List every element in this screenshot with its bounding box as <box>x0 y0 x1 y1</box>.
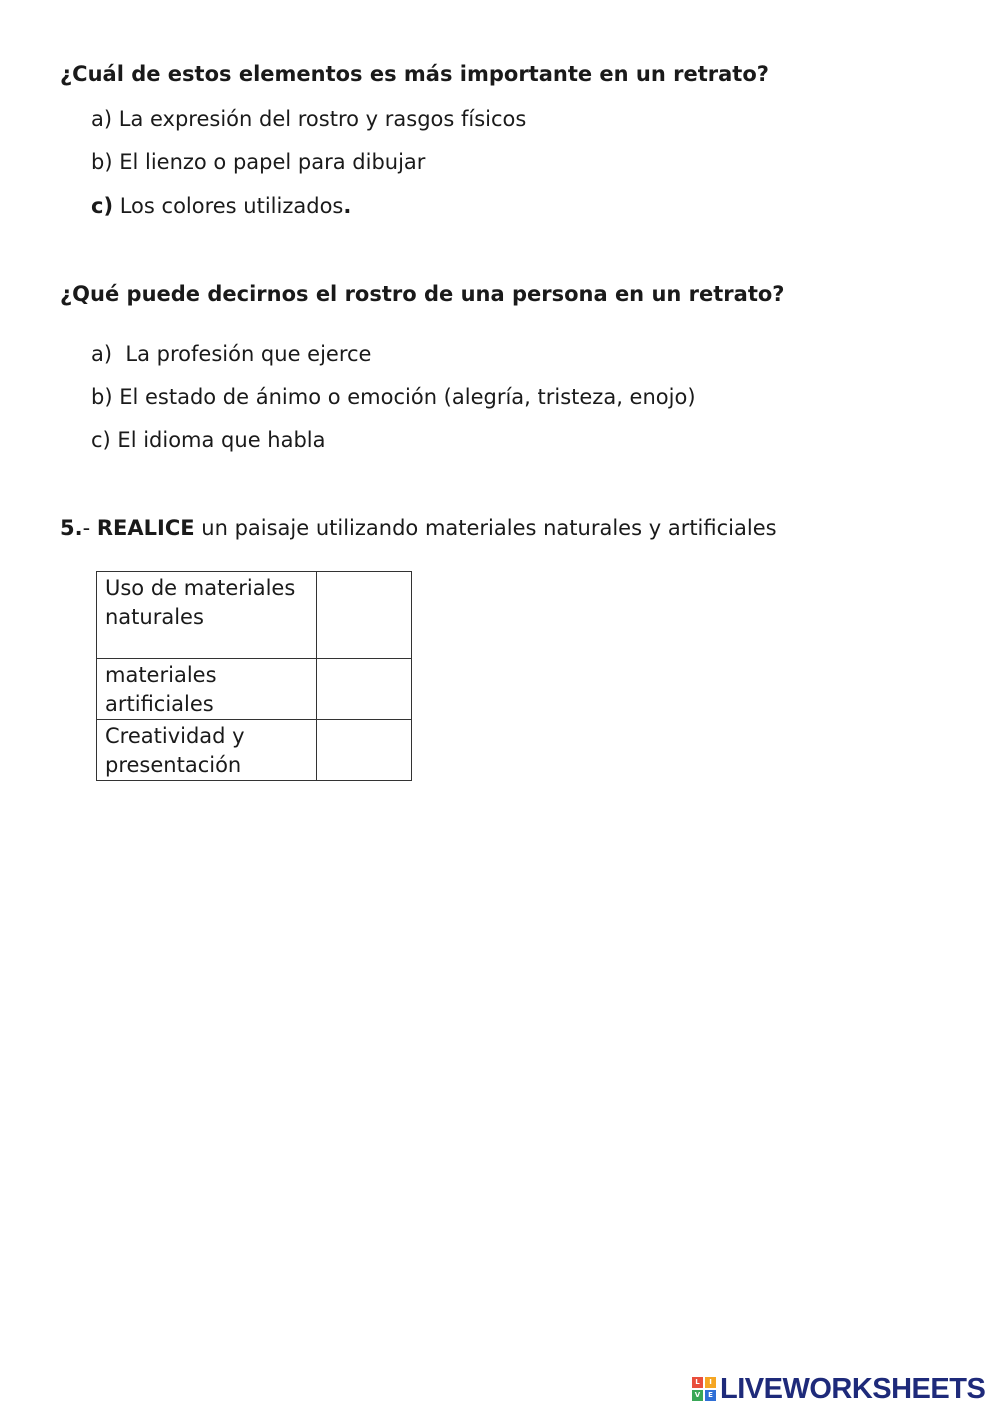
score-cell[interactable] <box>317 572 412 659</box>
option-suffix: . <box>343 194 352 218</box>
criterion-cell: Uso de materiales naturales <box>97 572 317 659</box>
rubric-table <box>96 571 412 781</box>
option-label: c) <box>91 428 111 452</box>
option-label: a) <box>91 342 113 366</box>
table-row <box>97 659 412 720</box>
logo-text: LIVEWORKSHEETS <box>720 1372 986 1405</box>
task-verb: REALICE <box>96 516 195 540</box>
option-text: El estado de ánimo o emoción (alegría, tristeza, enojo) <box>112 385 696 409</box>
table-row <box>97 572 412 659</box>
logo-tile: E <box>705 1390 716 1401</box>
question-2-option-a[interactable] <box>91 342 371 366</box>
logo-tile: I <box>705 1377 716 1388</box>
liveworksheets-logo-icon <box>692 1377 716 1401</box>
logo-tile: L <box>692 1377 703 1388</box>
option-label: a) <box>91 107 113 131</box>
task-text: un paisaje utilizando materiales naturales y artificiales <box>194 516 777 540</box>
criterion-cell: Creatividad y presentación <box>97 720 317 781</box>
option-label: c) <box>91 194 114 218</box>
table-row <box>97 720 412 781</box>
question-1-option-b[interactable] <box>91 150 425 174</box>
option-text: El lienzo o papel para dibujar <box>112 150 426 174</box>
task-5-instruction <box>60 516 777 540</box>
score-cell[interactable] <box>317 659 412 720</box>
score-cell[interactable] <box>317 720 412 781</box>
question-2-title: ¿Qué puede decirnos el rostro de una persona en un retrato? <box>60 282 785 306</box>
option-text: El idioma que habla <box>110 428 326 452</box>
question-1-option-c[interactable] <box>91 194 351 218</box>
option-text: Los colores utilizados <box>113 194 344 218</box>
task-dash: - <box>82 516 97 540</box>
liveworksheets-logo <box>692 1372 986 1405</box>
option-text: La expresión del rostro y rasgos físicos <box>112 107 527 131</box>
question-1-option-a[interactable] <box>91 107 526 131</box>
question-2-option-c[interactable] <box>91 428 326 452</box>
question-1-title: ¿Cuál de estos elementos es más importante en un retrato? <box>60 62 769 86</box>
task-number: 5. <box>60 516 83 540</box>
option-text: La profesión que ejerce <box>112 342 372 366</box>
question-2-option-b[interactable] <box>91 385 696 409</box>
option-label: b) <box>91 385 113 409</box>
logo-tile: V <box>692 1390 703 1401</box>
criterion-cell: materiales artificiales <box>97 659 317 720</box>
option-label: b) <box>91 150 113 174</box>
